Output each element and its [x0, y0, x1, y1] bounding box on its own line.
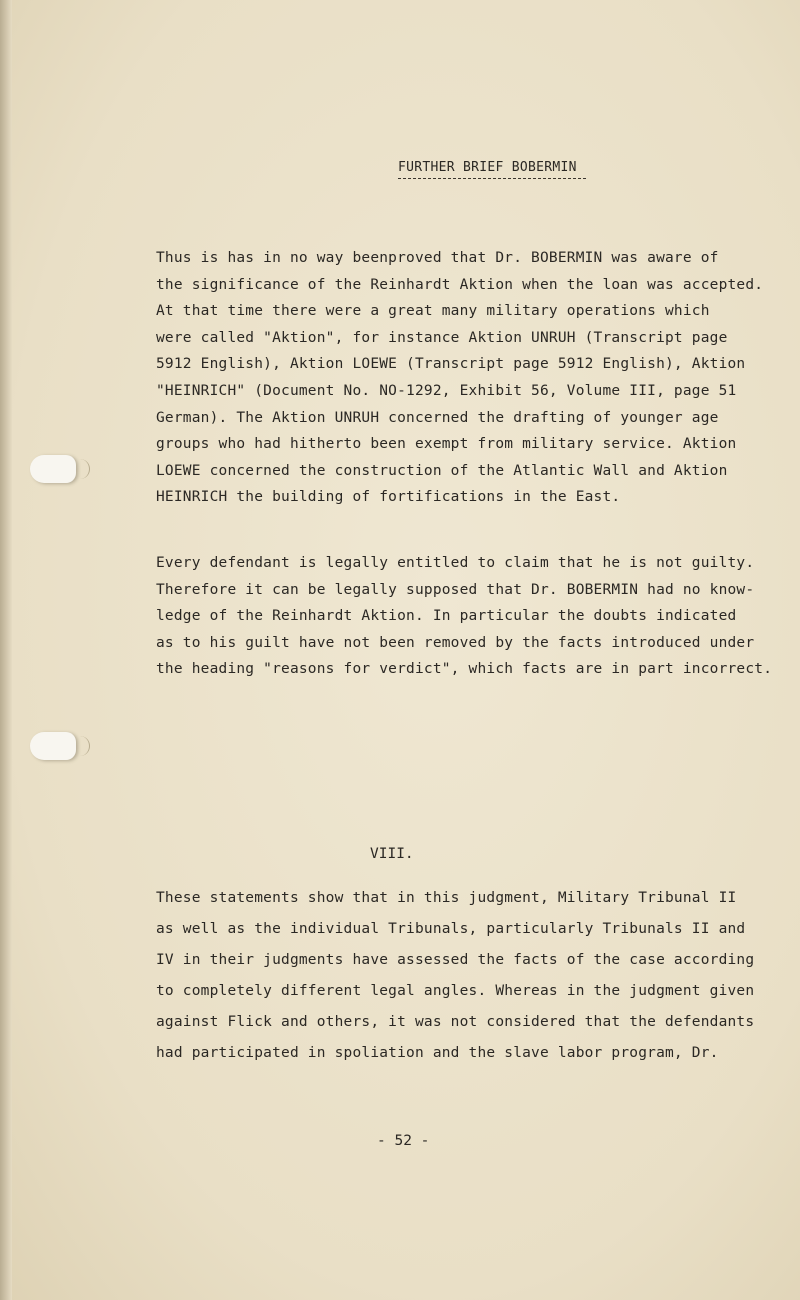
- text-line: groups who had hitherto been exempt from military service. Aktion: [156, 436, 737, 453]
- text-line: as well as the individual Tribunals, particularly Tribunals II and: [156, 921, 746, 937]
- text-line: These statements show that in this judgment, Military Tribunal II: [156, 890, 737, 906]
- text-line: the heading "reasons for verdict", which facts are in part incorrect.: [156, 661, 773, 678]
- text-line: against Flick and others, it was not considered that the defendants: [156, 1014, 755, 1030]
- text-line: Every defendant is legally entitled to claim that he is not guilty.: [156, 555, 755, 571]
- text-line: Thus is has in no way beenproved that Dr. BOBERMIN was aware of: [156, 250, 719, 266]
- text-line: LOEWE concerned the construction of the Atlantic Wall and Aktion: [156, 462, 728, 479]
- punch-hole: [30, 455, 76, 483]
- page-number: - 52 -: [377, 1133, 430, 1149]
- paragraph-2: [156, 550, 773, 683]
- text-line: German). The Aktion UNRUH concerned the drafting of younger age: [156, 409, 719, 426]
- paragraph-1: [156, 245, 764, 511]
- text-line: HEINRICH the building of fortifications in the East.: [156, 489, 621, 506]
- text-line: "HEINRICH" (Document No. NO-1292, Exhibit 56, Volume III, page 51: [156, 382, 737, 399]
- text-line: had participated in spoliation and the slave labor program, Dr.: [156, 1045, 719, 1061]
- text-line: ledge of the Reinhardt Aktion. In particular the doubts indicated: [156, 608, 737, 625]
- text-line: Therefore it can be legally supposed that Dr. BOBERMIN had no know-: [156, 581, 755, 598]
- text-line: to completely different legal angles. Whereas in the judgment given: [156, 983, 755, 999]
- page-binding-edge: [0, 0, 12, 1300]
- text-line: were called "Aktion", for instance Aktion UNRUH (Transcript page: [156, 329, 728, 346]
- punch-hole: [30, 732, 76, 760]
- document-heading: FURTHER BRIEF BOBERMIN: [398, 160, 577, 175]
- paragraph-3: [156, 883, 755, 1069]
- section-number: VIII.: [370, 846, 414, 862]
- text-line: as to his guilt have not been removed by the facts introduced under: [156, 634, 755, 651]
- heading-underline: [398, 178, 586, 179]
- text-line: the significance of the Reinhardt Aktion when the loan was accepted.: [156, 276, 764, 293]
- text-line: At that time there were a great many military operations which: [156, 303, 710, 320]
- text-line: 5912 English), Aktion LOEWE (Transcript page 5912 English), Aktion: [156, 356, 746, 373]
- text-line: IV in their judgments have assessed the facts of the case according: [156, 952, 755, 968]
